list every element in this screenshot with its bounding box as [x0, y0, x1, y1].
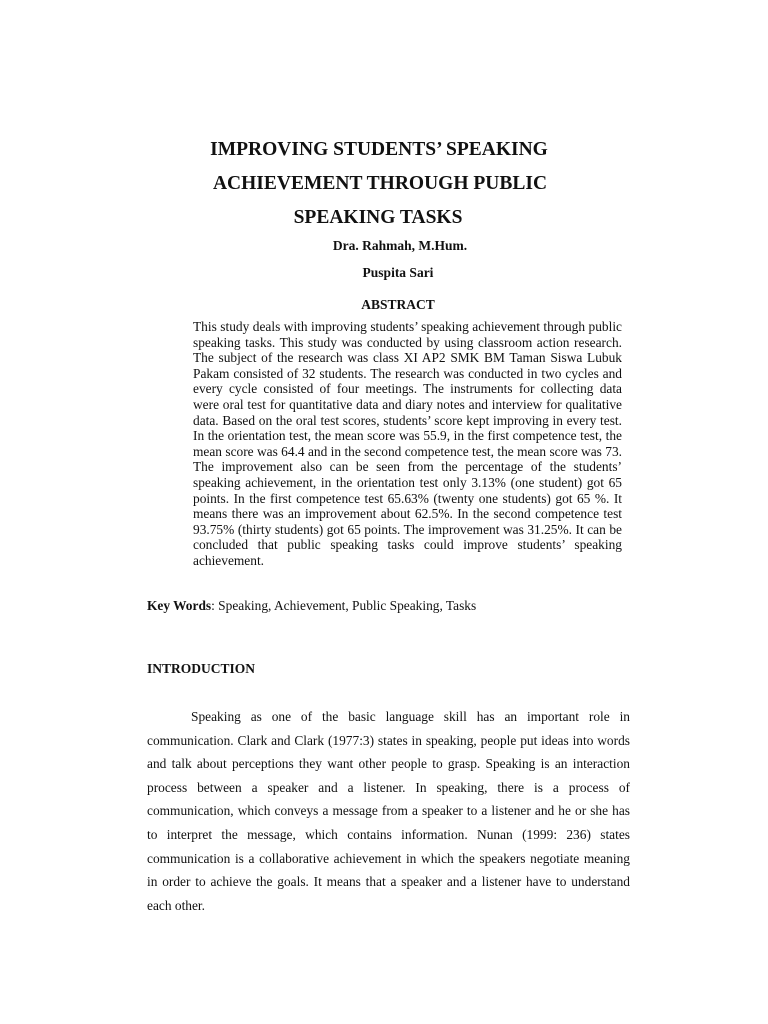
title-line-1: IMPROVING STUDENTS’ SPEAKING [210, 139, 548, 160]
keywords-text: : Speaking, Achievement, Public Speaking, Tasks [211, 598, 477, 613]
keywords-label: Key Words [147, 598, 212, 613]
introduction-heading: INTRODUCTION [147, 661, 256, 676]
author-2: Puspita Sari [362, 265, 434, 280]
keywords [147, 597, 647, 615]
introduction-paragraph: Speaking as one of the basic language skill has an important role in communication. Clark and Clark (1977:3) states in speaking, people put ideas into words and talk about perceptions they want other people to grasp. Speaking is an interaction process between a speaker and a listener. In speaking, there is a process of communication, which conveys a message from a speaker to a listener and he or she has to interpret the message, which contains information. Nunan (1999: 236) states communication is a collaborative achievement in which the speakers negotiate meaning in order to achieve the goals. It means that a speaker and a listener have to understand each other. [147, 709, 630, 913]
title-line-2: ACHIEVEMENT THROUGH PUBLIC [212, 173, 548, 194]
abstract-text: This study deals with improving students’ speaking achievement through public speaking tasks. This study was conducted by using classroom action research. The subject of the research was class XI AP2 SMK BM Taman Siswa Lubuk Pakam consisted of 32 students. The research was conducted in two cycles and every cycle consisted of four meetings. The instruments for collecting data were oral test for quantitative data and diary notes and interview for qualitative data. Based on the oral test scores, students’ score kept improving in every test. In the orientation test, the mean score was 55.9, in the first competence test, the mean score was 64.4 and in the second competence test, the mean score was 73. The improvement also can be seen from the percentage of the students’ speaking achievement, in the orientation test only 3.13% (one student) got 65 points. In the first competence test 65.63% (twenty one students) got 65 %. It means there was an improvement about 62.5%. In the second competence test 93.75% (thirty students) got 65 points. The improvement was 31.25%. It can be concluded that public speaking tasks could improve students’ speaking achievement. [193, 319, 622, 568]
title-line-3: SPEAKING TASKS [293, 207, 463, 228]
abstract-heading: ABSTRACT [361, 297, 435, 312]
author-1: Dra. Rahmah, M.Hum. [332, 238, 468, 253]
